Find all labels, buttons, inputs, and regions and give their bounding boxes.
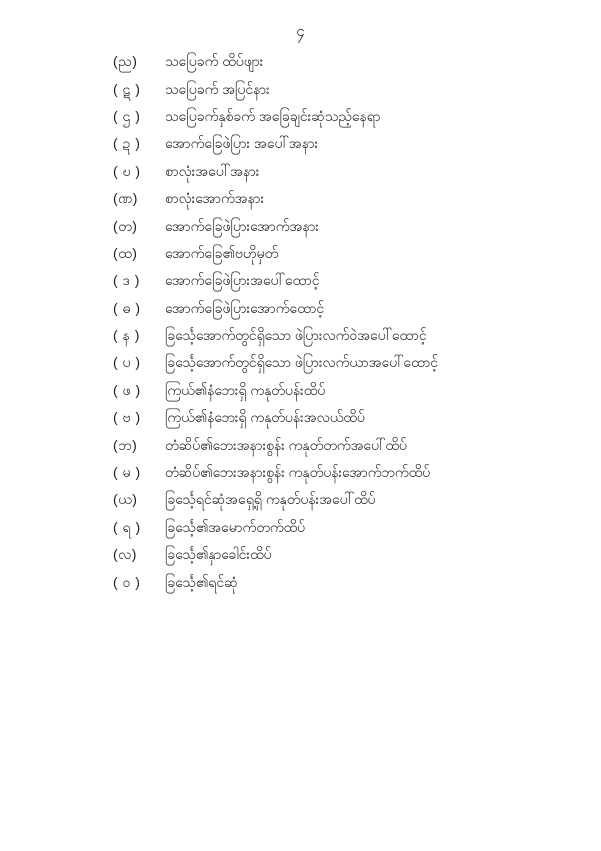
- list-item: [113, 76, 581, 103]
- list-item: [113, 432, 581, 459]
- item-label: ( ဌ ): [113, 107, 141, 124]
- item-text: အောက်ခြေဖဲပြားအောက်ထောင့်: [165, 299, 325, 316]
- item-label: (ယ): [113, 491, 138, 508]
- item-label: (တ): [113, 217, 138, 234]
- list-item: [113, 104, 581, 131]
- item-label: ( ဖ ): [113, 381, 141, 398]
- item-text: အောက်ခြေဖဲပြားအပေါ်ထောင့်: [165, 272, 320, 289]
- list-item: [113, 49, 581, 76]
- list-item: [113, 542, 581, 569]
- list-item: [113, 378, 581, 405]
- list-item: [113, 268, 581, 295]
- item-label: (ည): [113, 53, 138, 70]
- item-label: ( ဝ ): [113, 573, 141, 590]
- item-label: ( ဋ ): [113, 80, 141, 97]
- item-label: ( န ): [113, 327, 140, 344]
- item-text: စာလုံးအပေါ်အနား: [165, 162, 260, 179]
- list-item: [113, 186, 581, 213]
- list-item: [113, 131, 581, 158]
- item-text: ကြယ်၏နံဘေးရှိ ကနုတ်ပန်းအလယ်ထိပ်: [165, 409, 365, 426]
- list-item: [113, 460, 581, 487]
- item-label: ( ဒ ): [113, 272, 140, 289]
- item-label: ( ဗ ): [113, 409, 141, 426]
- item-text: တံဆိပ်၏ဘေးအနားစွန်း ကနုတ်ပန်းအောက်ဘက်ထိပ်: [165, 464, 431, 481]
- list-item: [113, 159, 581, 186]
- item-label: ( ဓ ): [113, 299, 141, 316]
- item-label: (လ): [113, 546, 137, 563]
- item-label: (ဏ): [113, 190, 138, 207]
- item-text: ခြင်္သေ့အောက်တွင်ရှိသော ဖဲပြားလက်ဝဲအပေါ်ထောင့်: [165, 327, 427, 344]
- item-text: စာလုံးအောက်အနား: [165, 190, 265, 207]
- item-text: ခြင်္သေ့၏နှာခေါင်းထိပ်: [165, 546, 272, 563]
- list-item: [113, 213, 581, 240]
- item-label: (ဘ): [113, 436, 138, 453]
- list-item: [113, 487, 581, 514]
- item-text: ခြင်္သေ့ရင်ဆုံအရှေ့ရှိ ကနုတ်ပန်းအပေါ်ထိပ်: [165, 491, 376, 508]
- item-label: ( ဍ ): [113, 135, 141, 152]
- item-text: အောက်ခြေ၏ဗဟိုမှတ်: [165, 244, 279, 261]
- list-item: [113, 296, 581, 323]
- list-item: [113, 323, 581, 350]
- item-label: (ထ): [113, 244, 138, 261]
- item-text: သပြေခက် ထိပ်ဖျား: [165, 53, 264, 70]
- item-text: ကြယ်၏နံဘေးရှိ ကနုတ်ပန်းထိပ်: [165, 381, 326, 398]
- list-item: [113, 350, 581, 377]
- item-text: ခြင်္သေ့အောက်တွင်ရှိသော ဖဲပြားလက်ယာအပေါ်ထောင့်: [165, 354, 439, 371]
- item-label: ( မ ): [113, 464, 141, 481]
- list-item: [113, 241, 581, 268]
- list-item: [113, 405, 581, 432]
- item-text: သပြေခက် အပြင်နား: [165, 80, 270, 97]
- list-item: [113, 569, 581, 596]
- page-number: ၄: [296, 23, 305, 40]
- item-label: ( ပ ): [113, 354, 141, 371]
- item-text: ခြင်္သေ့၏ရင်ဆုံ: [165, 573, 238, 590]
- item-label: ( ရ ): [113, 518, 141, 535]
- item-list: [113, 49, 581, 597]
- item-label: ( ဎ ): [113, 162, 141, 179]
- item-text: ခြင်္သေ့၏အမောက်တက်ထိပ်: [165, 518, 306, 535]
- item-text: သပြေခက်နှစ်ခက် အခြေချင်းဆုံသည့်နေရာ: [165, 107, 381, 124]
- list-item: [113, 515, 581, 542]
- item-text: အောက်ခြေဖဲပြား အပေါ်အနား: [165, 135, 319, 152]
- item-text: တံဆိပ်၏ဘေးအနားစွန်း ကနုတ်တက်အပေါ်ထိပ်: [165, 436, 407, 453]
- item-text: အောက်ခြေဖဲပြားအောက်အနား: [165, 217, 319, 234]
